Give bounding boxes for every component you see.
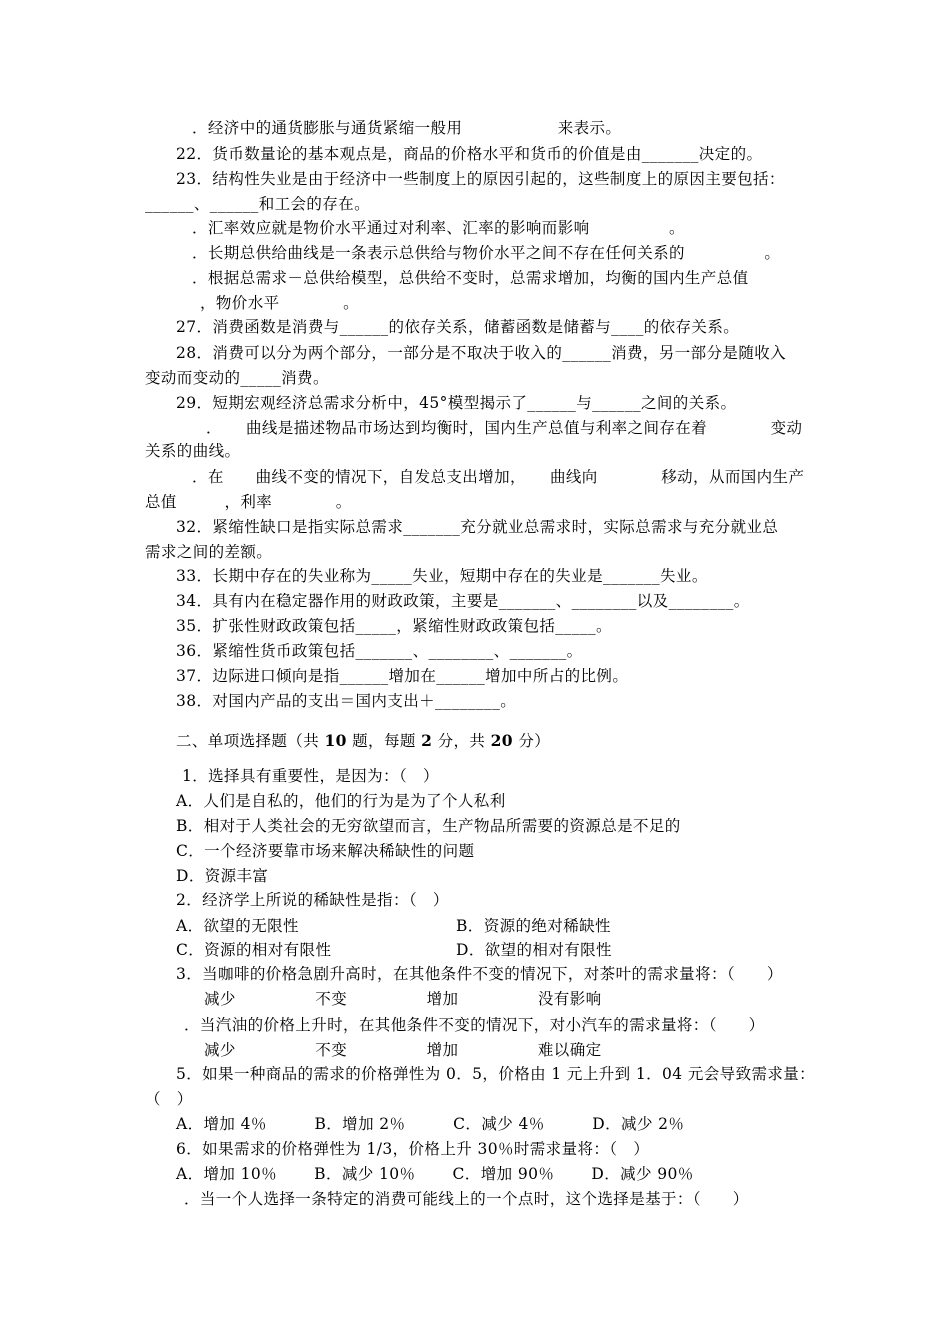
fill-question-28-line1: 28．消费可以分为两个部分，一部分是不取决于收入的______消费，另一部分是随收入 xyxy=(176,344,787,362)
choice-2-option-c: C．资源的相对有限性 xyxy=(176,941,332,959)
choice-question-3: 3．当咖啡的价格急剧升高时，在其他条件不变的情况下，对茶叶的需求量将：（ ） xyxy=(176,965,783,983)
fill-question-26-line1: ．根据总需求－总供给模型，总供给不变时，总需求增加，均衡的国内生产总值 xyxy=(192,269,749,287)
points-per-question: 2 xyxy=(421,731,433,750)
fill-question-26-line2: ，物价水平 。 xyxy=(200,294,360,312)
choice-2-option-a: A．欲望的无限性 xyxy=(176,917,299,935)
fill-question-30-line1: ． 曲线是描述物品市场达到均衡时，国内生产总值与利率之间存在着 变动 xyxy=(206,419,803,437)
choice-2-option-b: B．资源的绝对稀缺性 xyxy=(456,917,611,935)
fill-question-31-line1: ．在 曲线不变的情况下，自发总支出增加， 曲线向 移动，从而国内生产 xyxy=(192,468,805,486)
fill-question-30-line2: 关系的曲线。 xyxy=(145,442,241,460)
section-heading-middle-2: 分，共 xyxy=(432,732,491,750)
fill-question-35: 35．扩张性财政政策包括_____，紧缩性财政政策包括_____。 xyxy=(176,617,612,635)
choice-1-option-d: D．资源丰富 xyxy=(176,867,269,885)
choice-1-option-b: B．相对于人类社会的无穷欲望而言，生产物品所需要的资源总是不足的 xyxy=(176,817,681,835)
choice-5-options: A．增加 4％ B．增加 2％ C．减少 4％ D．减少 2％ xyxy=(176,1115,685,1133)
choice-1-option-c: C．一个经济要靠市场来解决稀缺性的问题 xyxy=(176,842,475,860)
section-heading-suffix: 分） xyxy=(513,732,551,750)
fill-question-33: 33．长期中存在的失业称为_____失业，短期中存在的失业是_______失业。 xyxy=(176,567,708,585)
choice-question-2: 2．经济学上所说的稀缺性是指：（ ） xyxy=(176,891,449,909)
fill-question-22: 22．货币数量论的基本观点是，商品的价格水平和货币的价值是由_______决定的。 xyxy=(176,145,763,163)
total-points: 20 xyxy=(490,731,513,750)
choice-question-5-line2: （ ） xyxy=(145,1090,193,1108)
choice-question-7: ．当一个人选择一条特定的消费可能线上的一个点时，这个选择是基于：（ ） xyxy=(184,1190,749,1208)
choice-2-option-d: D．欲望的相对有限性 xyxy=(456,941,612,959)
section-heading-middle-1: 题，每题 xyxy=(346,732,422,750)
choice-4-options: 减少 不变 增加 难以确定 xyxy=(204,1041,602,1059)
fill-question-23-line1: 23．结构性失业是由于经济中一些制度上的原因引起的，这些制度上的原因主要包括： xyxy=(176,170,785,188)
fill-question-32-line2: 需求之间的差额。 xyxy=(145,543,273,561)
choice-3-options: 减少 不变 增加 没有影响 xyxy=(204,990,602,1008)
choice-6-options: A．增加 10％ B．减少 10％ C．增加 90％ D．减少 90％ xyxy=(176,1165,694,1183)
fill-question-32-line1: 32．紧缩性缺口是指实际总需求_______充分就业总需求时，实际总需求与充分就业总 xyxy=(176,518,779,536)
fill-question-29: 29．短期宏观经济总需求分析中，45°模型揭示了______与______之间的关系。 xyxy=(176,394,737,412)
choice-question-5-line1: 5．如果一种商品的需求的价格弹性为 0．5，价格由 1 元上升到 1．04 元会导致需求量： xyxy=(176,1065,816,1083)
fill-question-28-line2: 变动而变动的_____消费。 xyxy=(145,369,329,387)
choice-question-4: ．当汽油的价格上升时，在其他条件不变的情况下，对小汽车的需求量将：（ ） xyxy=(184,1016,765,1034)
fill-question-25: ．长期总供给曲线是一条表示总供给与物价水平之间不存在任何关系的 。 xyxy=(192,244,781,262)
fill-question-20: ．经济中的通货膨胀与通货紧缩一般用 来表示。 xyxy=(192,119,622,137)
choice-1-option-a: A．人们是自私的，他们的行为是为了个人私利 xyxy=(176,792,506,810)
section-heading-prefix: 二、单项选择题（共 xyxy=(176,732,325,750)
fill-question-36: 36．紧缩性货币政策包括_______、________、_______。 xyxy=(176,642,583,660)
fill-question-31-line2: 总值 ，利率 。 xyxy=(145,493,352,511)
choice-question-1: 1．选择具有重要性，是因为：（ ） xyxy=(182,767,439,785)
question-count: 10 xyxy=(324,731,347,750)
fill-question-34: 34．具有内在稳定器作用的财政政策，主要是_______、________以及________。 xyxy=(176,592,750,610)
fill-question-37: 37．边际进口倾向是指______增加在______增加中所占的比例。 xyxy=(176,667,629,685)
choice-question-6: 6．如果需求的价格弹性为 1/3，价格上升 30％时需求量将：（ ） xyxy=(176,1140,650,1158)
fill-question-27: 27．消费函数是消费与______的依存关系，储蓄函数是储蓄与____的依存关系。 xyxy=(176,318,740,336)
fill-question-23-line2: ______、______和工会的存在。 xyxy=(145,195,371,213)
fill-question-24: ．汇率效应就是物价水平通过对利率、汇率的影响而影响 。 xyxy=(192,219,685,237)
section-heading-single-choice xyxy=(176,729,550,753)
fill-question-38: 38．对国内产品的支出＝国内支出＋________。 xyxy=(176,692,517,710)
